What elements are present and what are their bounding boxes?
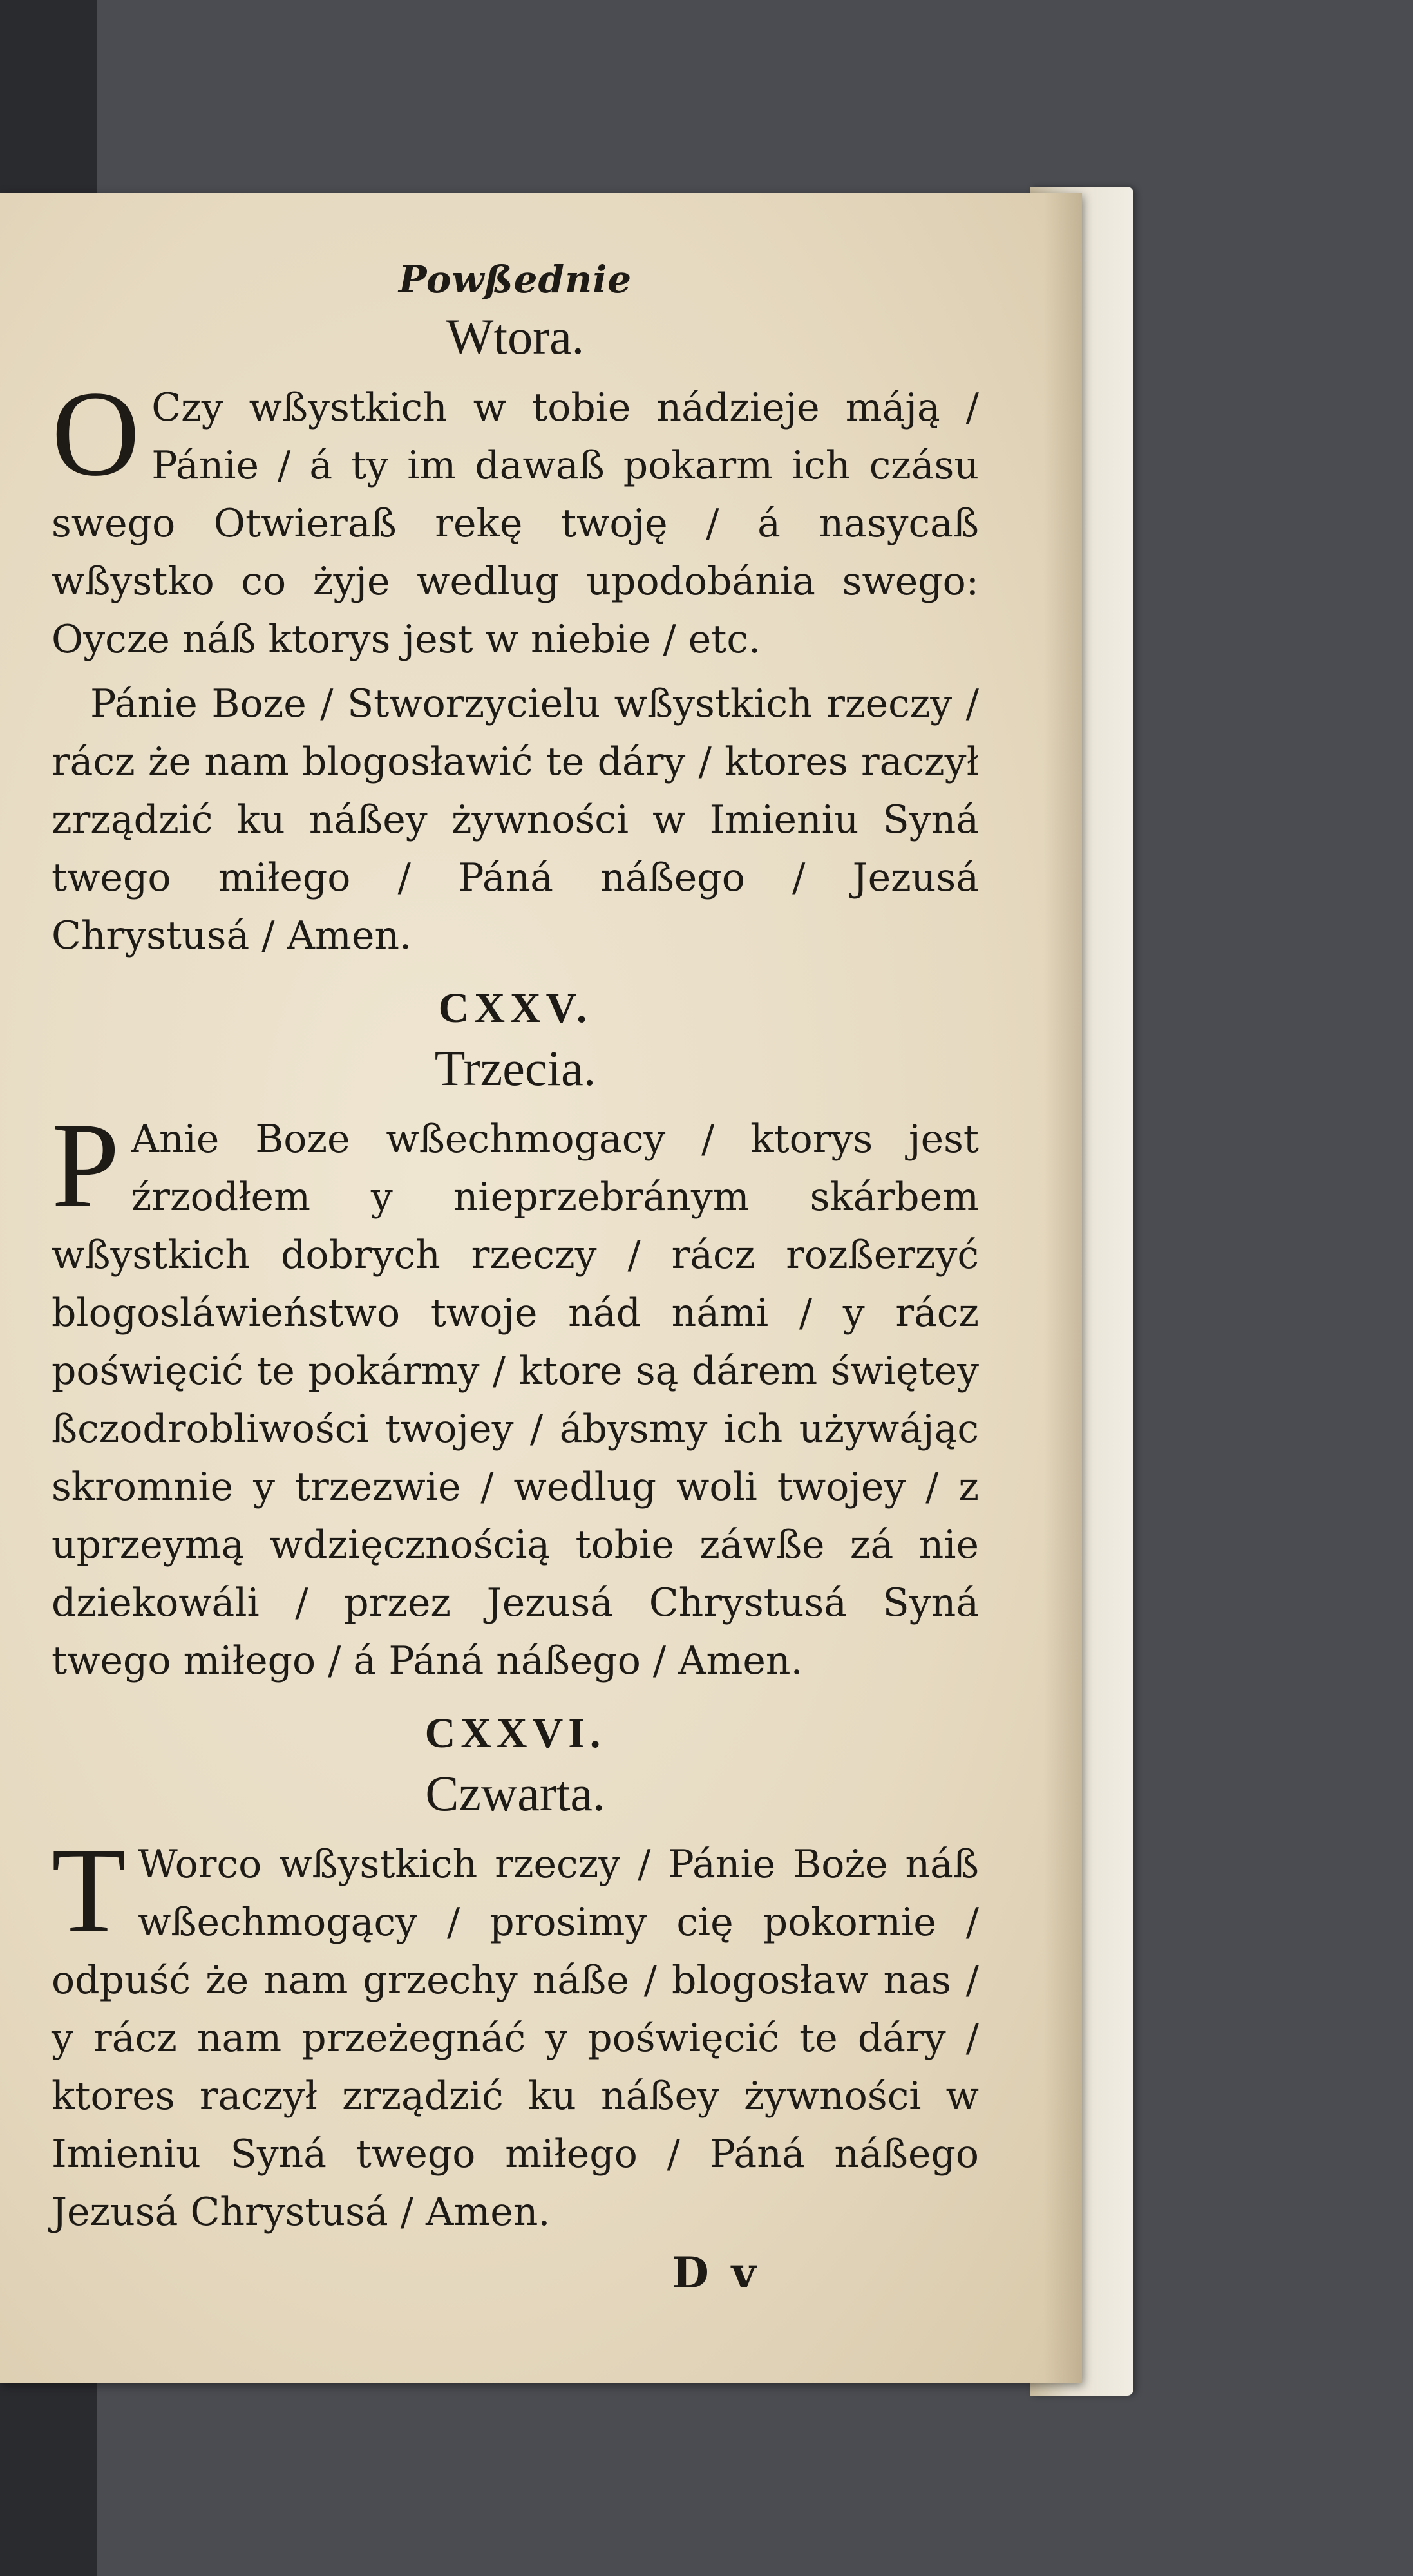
prayer-text-1: Czy wßystkich w tobie nádzieje máją / Pánie / á ty im dawaß pokarm ich czásu swego Otwieraß rekę twoję / á nasycaß wßystko co żyje wedlug upodobánia swego: Oycze náß ktorys jest w niebie / etc. [52,385,979,662]
prayer-text-3: Anie Boze wßechmogacy / ktorys jest źrzodłem y nieprzebránym skárbem wßystkich dobrych rzeczy / rácz rozßerzyć blogosláwieństwo twoje nád námi / y rácz poświęcić te pokármy / ktore są dárem świętey ßczodrobliwości twojey / ábysmy ich używájąc skromnie y trzezwie / wedlug woli twojey / z uprzeymą wdzięcznością tobie záwße zá nie dziekowáli / przez Jezusá Chrystusá Syná twego miłego / á Páná náßego / Amen. [52,1117,979,1683]
section-numeral-cxxv: CXXV. [438,985,593,1032]
section-title-czwarta: Czwarta. [425,1765,605,1821]
book-page [0,193,1082,2383]
section-numeral-cxxvi: CXXVI. [424,1710,606,1757]
section-title-trzecia: Trzecia. [434,1040,596,1096]
section-title-wtora: Wtora. [446,308,585,365]
running-head: Powßednie [398,258,632,301]
drop-cap-t: T [52,1823,127,1958]
page-text [52,258,979,2298]
drop-cap-p: P [52,1098,120,1233]
prayer-paragraph-3 [52,1098,979,1690]
prayer-paragraph-1 [52,366,979,668]
prayer-text-4: Worco wßystkich rzeczy / Pánie Boże náß wßechmogący / prosimy cię pokornie / odpuść że nam grzechy náße / blogosław nas / y rácz nam przeżegnáć y poświęcić te dáry / ktores raczył zrządzić ku náßey żywności w Imieniu Syná twego miłego / Páná náßego Jezusá Chrystusá / Amen. [52,1842,979,2235]
prayer-paragraph-2: Pánie Boze / Stworzycielu wßystkich rzeczy / rácz że nam blogosławić te dáry / ktores raczył zrządzić ku náßey żywności w Imieniu Syná twego miłego / Páná náßego / Jezusá Chrystusá / Amen. [52,681,979,958]
prayer-paragraph-4 [52,1823,979,2241]
drop-cap-o: O [52,366,140,502]
signature-mark: D v [672,2248,760,2298]
